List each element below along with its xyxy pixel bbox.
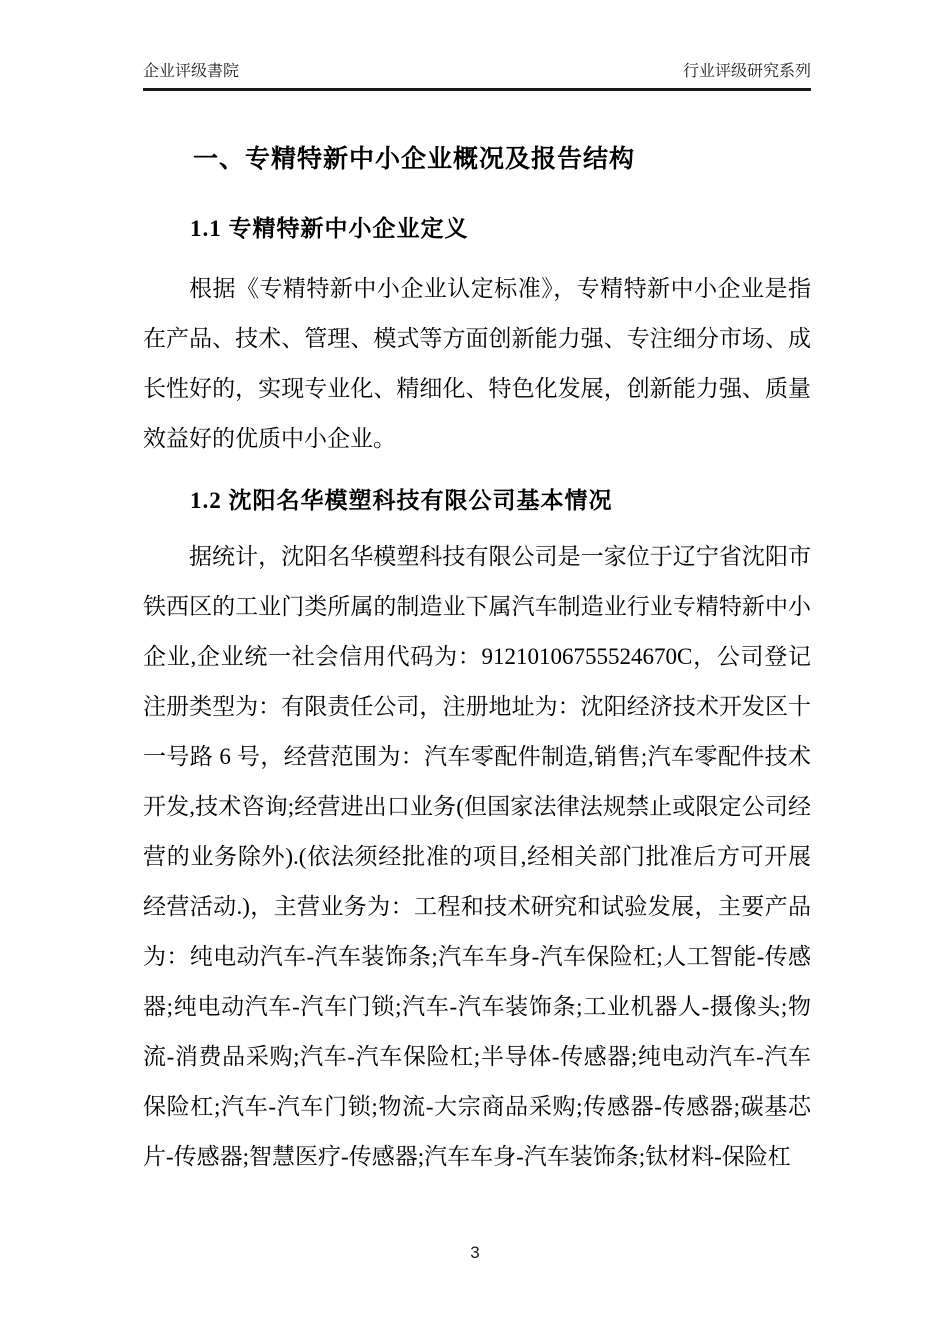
- header-right-text: 行业评级研究系列: [682, 63, 811, 80]
- page-header: [143, 62, 811, 91]
- section-1-2-paragraph: 据统计，沈阳名华模塑科技有限公司是一家位于辽宁省沈阳市铁西区的工业门类所属的制造业下属汽车制造业行业专精特新中小企业,企业统一社会信用代码为：91210106755524670C，公司登记注册类型为：有限责任公司，注册地址为：沈阳经济技术开发区十一号路 6 号，经营范围为：汽车零配件制造,销售;汽车零配件技术开发,技术咨询;经营进出口业务(但国家法律法规禁止或限定公司经营的业务除外).(依法须经批准的项目,经相关部门批准后方可开展经营活动.)，主营业务为：工程和技术研究和试验发展，主要产品为：纯电动汽车-汽车装饰条;汽车车身-汽车保险杠;人工智能-传感器;纯电动汽车-汽车门锁;汽车-汽车装饰条;工业机器人-摄像头;物流-消费品采购;汽车-汽车保险杠;半导体-传感器;纯电动汽车-汽车保险杠;汽车-汽车门锁;物流-大宗商品采购;传感器-传感器;碳基芯片-传感器;智慧医疗-传感器;汽车车身-汽车装饰条;钛材料-保险杠: [143, 544, 811, 1169]
- page-footer: [0, 1242, 950, 1264]
- document-body: [143, 144, 811, 1182]
- section-heading-1-1: 1.1 专精特新中小企业定义: [190, 216, 469, 241]
- section-heading-1-2: 1.2 沈阳名华模塑科技有限公司基本情况: [190, 488, 613, 513]
- page-number: 3: [470, 1243, 480, 1262]
- chapter-title: 一、专精特新中小企业概况及报告结构: [193, 146, 636, 173]
- section-1-2: [143, 486, 811, 1182]
- section-1-1: [143, 214, 811, 464]
- header-left-text: 企业评级書院: [143, 63, 240, 80]
- section-1-1-paragraph: 根据《专精特新中小企业认定标准》，专精特新中小企业是指在产品、技术、管理、模式等方面创新能力强、专注细分市场、成长性好的，实现专业化、精细化、特色化发展，创新能力强、质量效益好的优质中小企业。: [143, 276, 811, 451]
